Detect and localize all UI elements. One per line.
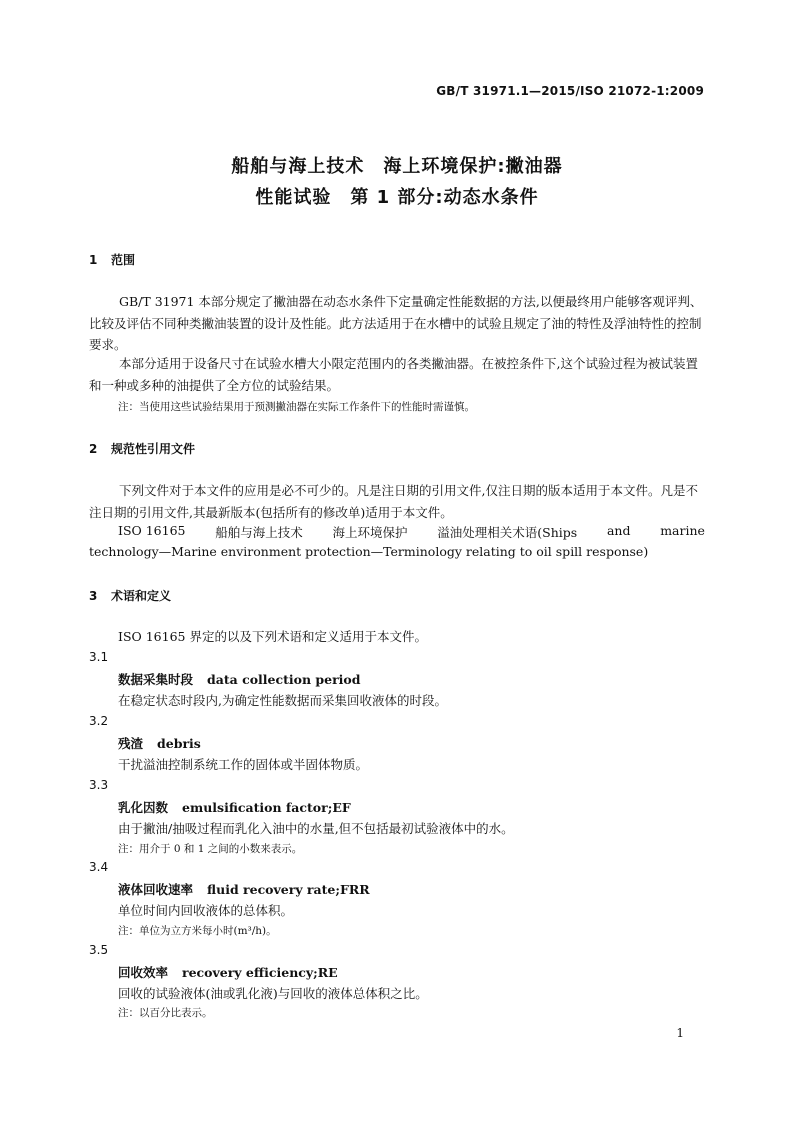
ref-part: and [606,523,631,538]
normative-reference-line2: technology—Marine environment protection—Terminology relating to oil spill response) [89,544,649,559]
ref-part: 溢油处理相关术语(Ships [437,525,578,540]
term-definition: 在稳定状态时段内,为确定性能数据而采集回收液体的时段。 [118,693,447,708]
term-en: recovery efficiency;RE [182,965,338,980]
term-en: data collection period [207,672,361,687]
term-entry [118,734,201,752]
term-definition: 回收的试验液体(油或乳化液)与回收的液体总体积之比。 [118,986,428,1001]
term-entry [118,670,361,688]
term-note: 注：以百分比表示。 [118,1007,213,1019]
term-en: fluid recovery rate;FRR [207,882,370,897]
section-number: 2 [89,442,98,456]
term-cn: 回收效率 [118,965,169,980]
scope-paragraph-2: 本部分适用于设备尺寸在试验水槽大小限定范围内的各类撇油器。在被控条件下,这个试验过程为被试装置和一种或多种的油提供了全方位的试验结果。 [89,356,698,393]
term-number: 3.3 [89,778,109,792]
section-number: 1 [89,253,98,267]
term-cn: 液体回收速率 [118,882,194,897]
document-title-line2: 性能试验 第 1 部分:动态水条件 [255,187,539,208]
term-number: 3.4 [89,860,109,874]
term-cn: 残渣 [118,736,144,751]
section-heading-scope [89,251,135,268]
term-definition: 由于撇油/抽吸过程而乳化入油中的水量,但不包括最初试验液体中的水。 [118,821,514,836]
document-title-line1: 船舶与海上技术 海上环境保护:撇油器 [231,156,563,177]
ref-part: 海上环境保护 [332,525,408,540]
section-title: 术语和定义 [111,589,172,603]
ref-part: ISO 16165 [118,523,186,538]
term-en: emulsification factor;EF [182,800,351,815]
term-cn: 乳化因数 [118,800,169,815]
normative-paragraph: 下列文件对于本文件的应用是必不可少的。凡是注日期的引用文件,仅注日期的版本适用于本文件。凡是不注日期的引用文件,其最新版本(包括所有的修改单)适用于本文件。 [89,483,698,520]
ref-part: 船舶与海上技术 [215,525,303,540]
term-en: debris [157,736,201,751]
section-title: 规范性引用文件 [111,442,196,456]
scope-paragraph-1: GB/T 31971 本部分规定了撇油器在动态水条件下定量确定性能数据的方法,以便最终用户能够客观评判、比较及评估不同种类撇油装置的设计及性能。此方法适用于在水槽中的试验且规定了油的特性及浮油特性的控制要求。 [89,294,703,352]
scope-note: 注：当使用这些试验结果用于预测撇油器在实际工作条件下的性能时需谨慎。 [118,401,475,413]
normative-reference-line1 [118,523,705,541]
term-number: 3.2 [89,714,109,728]
term-entry [118,880,370,898]
term-number: 3.1 [89,650,109,664]
section-heading-terms [89,587,171,604]
standard-code: GB/T 31971.1—2015/ISO 21072-1:2009 [436,84,704,98]
term-entry [118,798,351,816]
term-cn: 数据采集时段 [118,672,194,687]
term-number: 3.5 [89,943,109,957]
section-heading-normative [89,440,195,457]
term-note: 注：单位为立方米每小时(m³/h)。 [118,925,277,937]
page-number: 1 [676,1026,684,1040]
term-definition: 单位时间内回收液体的总体积。 [118,903,294,918]
section-title: 范围 [111,253,136,267]
ref-part: marine [660,523,705,538]
term-note: 注：用介于 0 和 1 之间的小数来表示。 [118,843,303,855]
section-number: 3 [89,589,98,603]
term-entry [118,963,338,981]
term-definition: 干扰溢油控制系统工作的固体或半固体物质。 [118,757,369,772]
terms-intro: ISO 16165 界定的以及下列术语和定义适用于本文件。 [118,629,427,644]
